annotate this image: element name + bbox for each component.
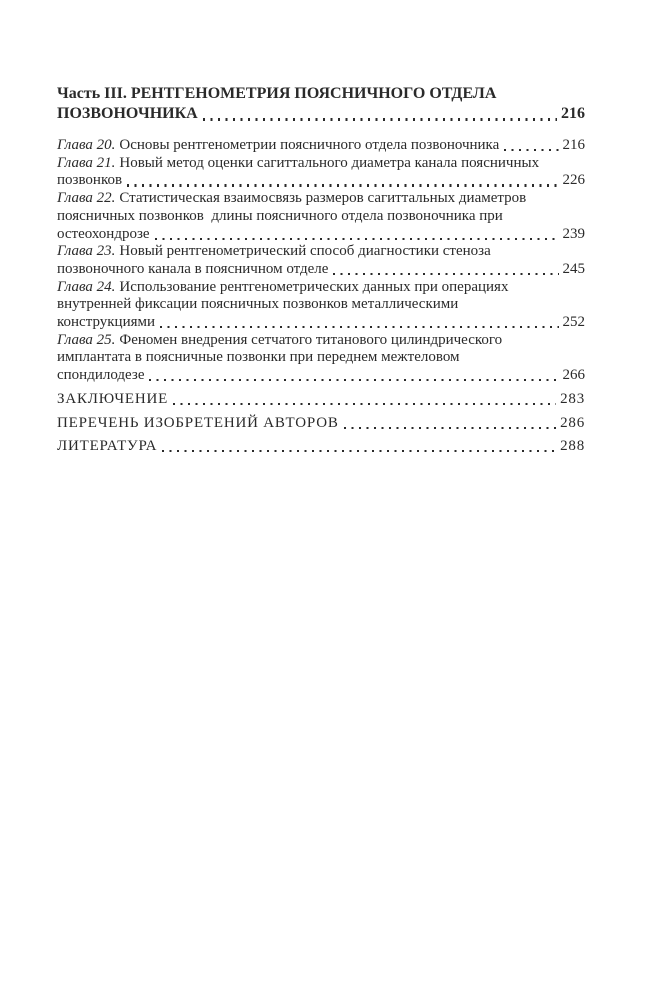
part-title-line [57, 104, 585, 124]
chapter-entry-continuation [57, 226, 585, 244]
page-number: 252 [562, 314, 585, 331]
chapter-entry-continuation [57, 172, 585, 190]
entry-title: Новый метод оценки сагиттального диаметра канала поясничных [119, 154, 540, 171]
entry-title: поясничных позвонков длины поясничного отдела позвоночника при [57, 207, 503, 224]
chapter-number-label: Глава 22. [57, 190, 116, 207]
chapter-entry [57, 155, 585, 173]
table-of-contents [57, 84, 585, 456]
chapter-entry [57, 332, 585, 350]
dot-leader [155, 238, 559, 240]
entry-title: Феномен внедрения сетчатого титанового цилиндрического [119, 331, 503, 348]
entry-title: Новый рентгенометрический способ диагностики стеноза [119, 243, 491, 260]
chapter-entry-continuation [57, 314, 585, 332]
entry-title: Статистическая взаимосвязь размеров сагиттальных диаметров [119, 190, 527, 207]
entry-title: спондилодезе [57, 367, 145, 384]
dot-leader [333, 273, 558, 275]
chapter-entry-continuation [57, 208, 585, 226]
entry-title: конструкциями [57, 314, 156, 331]
chapter-number-label: Глава 21. [57, 154, 116, 171]
chapter-entry-continuation [57, 261, 585, 279]
entry-title: ЛИТЕРАТУРА [57, 438, 158, 455]
entry-title: Использование рентгенометрических данных при операциях [119, 278, 509, 295]
chapter-entry [57, 279, 585, 297]
entry-title: Часть III. РЕНТГЕНОМЕТРИЯ ПОЯСНИЧНОГО ОТДЕЛА [57, 85, 497, 102]
page-number: 216 [562, 137, 585, 153]
part-title-line [57, 84, 585, 104]
page-number: 239 [562, 225, 585, 242]
page-number: 226 [562, 172, 585, 189]
chapter-number-label: Глава 23. [57, 243, 116, 260]
dot-leader [162, 450, 556, 452]
section-entry [57, 415, 585, 433]
entry-title: имплантата в поясничные позвонки при переднем межтеловом [57, 349, 460, 366]
entry-title: ПОЗВОНОЧНИКА [57, 105, 198, 122]
chapter-entry-continuation [57, 367, 585, 385]
entry-title: Основы рентгенометрии поясничного отдела позвоночника [119, 137, 500, 153]
dot-leader [127, 184, 558, 186]
dot-leader [160, 326, 558, 328]
section-entry [57, 438, 585, 456]
dot-leader [504, 149, 558, 151]
dot-leader [173, 403, 556, 405]
chapter-entry [57, 137, 585, 155]
chapter-entry-continuation [57, 349, 585, 367]
page-number: 245 [562, 260, 585, 277]
entry-title: ПЕРЕЧЕНЬ ИЗОБРЕТЕНИЙ АВТОРОВ [57, 414, 339, 431]
chapter-number-label: Глава 25. [57, 331, 116, 348]
entry-title: остеохондрозе [57, 225, 150, 242]
page-number: 283 [560, 390, 585, 407]
page-number: 216 [561, 105, 585, 122]
entry-title: позвоночного канала в поясничном отделе [57, 260, 329, 277]
entry-title: позвонков [57, 172, 123, 189]
dot-leader [344, 427, 556, 429]
chapter-entry [57, 243, 585, 261]
page-number: 288 [560, 438, 585, 455]
chapter-entry-continuation [57, 296, 585, 314]
page-number: 286 [560, 414, 585, 431]
dot-leader [203, 118, 557, 120]
chapter-entry [57, 190, 585, 208]
chapter-number-label: Глава 24. [57, 278, 116, 295]
section-entry [57, 391, 585, 409]
chapter-number-label: Глава 20. [57, 137, 116, 153]
page-number: 266 [562, 367, 585, 384]
entry-title: ЗАКЛЮЧЕНИЕ [57, 390, 169, 407]
dot-leader [149, 379, 558, 381]
entry-title: внутренней фиксации поясничных позвонков металлическими [57, 296, 459, 313]
